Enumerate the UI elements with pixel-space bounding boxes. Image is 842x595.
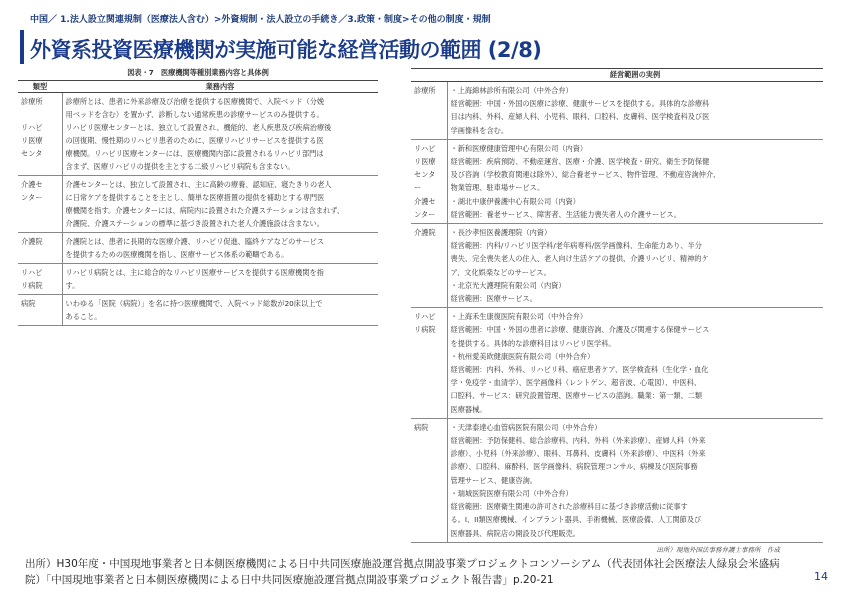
content-line: 経営範囲：医療サービス。 [450, 294, 537, 304]
content-line: に日常ケアを提供することを主とし、簡単な医療措置の提供を補助とする専門医 [65, 193, 325, 202]
content-line: ア、文化娯楽などのサービス。 [450, 267, 551, 277]
category-line: 診療所 [21, 97, 43, 106]
row-category [18, 264, 62, 295]
category-line: ンター [414, 209, 436, 219]
content-line: 診療所とは、患者に外来診療及び治療を提供する医療機関で、入院ベッド（分娩 [65, 97, 325, 106]
content-line: 及び咨詢（学校教育関連は除外）、総合養老サービス、物件管理、不動産咨詢仲介、 [450, 170, 721, 180]
content-line: 介護センターとは、独立して設置され、主に高齢の療養、認知症、寝たきりの老人 [65, 180, 332, 189]
table-row [18, 176, 378, 233]
row-category [18, 176, 62, 233]
content-line: 療機関を指す。介護センターには、病院内に設置された介護ステーションは含まれず、 [65, 206, 344, 215]
category-line: リ病院 [21, 281, 43, 290]
row-category [411, 139, 447, 223]
content-line: の回復期、慢性期のリハビリ患者のために、医療リハビリサービスを提供する医 [65, 136, 324, 145]
col-header-blank [411, 69, 447, 82]
content-line: リハビリ医療センターとは、独立して設置され、機能的、老人疾患及び疾病治療後 [65, 123, 332, 132]
category-line: 介護セ [21, 180, 43, 189]
right-table-figure [411, 68, 823, 554]
content-line: す。 [65, 281, 80, 290]
content-line: 物業管理、駐車場サービス。 [450, 183, 545, 193]
content-line: 学画像科を含む。 [450, 125, 509, 135]
row-content [447, 139, 823, 223]
content-line: ・湖北中康伊養護中心有限公司（内資） [450, 196, 580, 206]
content-line: 医療器械。 [450, 404, 487, 414]
row-content [62, 93, 378, 176]
category-line: センタ [414, 170, 436, 180]
content-line: 経営範囲：中国・外国の患者に診療、健康咨詢、介護及び関連する保健サービス [450, 325, 710, 335]
table-row [18, 295, 378, 326]
content-line: 経営範囲：医療衛生関連の許可された診療科目に基づき診療活動に従事す [450, 502, 688, 512]
row-category [411, 308, 447, 419]
row-category [18, 93, 62, 176]
content-line: る。I、II類医療機械、インプラント器具、手術機械、医療設備、人工関節及び [450, 515, 702, 525]
content-line: ・北京光大護理院有限公司（内資） [450, 280, 566, 290]
category-line: 診療所 [414, 86, 436, 95]
row-category [18, 295, 62, 326]
title-accent-bar [20, 30, 24, 64]
content-line: 目は内科、外科、産婦人科、小児科、眼科、口腔科、皮膚科、医学検査科及び医 [450, 112, 710, 122]
content-line: ・長沙孝恒医養護理院（内資） [450, 228, 552, 238]
breadcrumb: 中国／ 1.法人設立関連規制（医療法人含む）>外資規制・法人設立の手続き／3.政策・制度>その他の制度・規制 [30, 15, 491, 25]
row-category [411, 224, 447, 308]
row-category [411, 418, 447, 542]
category-line: リ医療 [21, 136, 43, 145]
content-line: 診療）、口腔科、麻酔科、医学画像科、病院管理コンサル、病棟及び医院事務 [450, 462, 698, 472]
table-row [18, 264, 378, 295]
category-line [21, 108, 59, 121]
table-row [18, 233, 378, 264]
content-line: ・瑞城医院医療有限公司（中外合弁） [450, 488, 573, 498]
content-line: 介護院、介護ステーションの標準に基づき設置された老人介護施設は含まない。 [65, 219, 324, 228]
table-row [411, 139, 823, 223]
content-line: 介護院とは、患者に長期的な医療介護、リハビリ促進、臨終ケアなどのサービス [65, 237, 325, 246]
row-content [447, 224, 823, 308]
content-line: いわゆる「医院（病院）」を名に持つ医療機関で、入院ベッド総数が20床以上で [65, 299, 323, 308]
table-row [411, 308, 823, 419]
col-header-content: 業務内容 [62, 81, 378, 93]
col-header-category: 類型 [18, 81, 62, 93]
row-category [411, 82, 447, 140]
content-line: を提供する。具体的な診療科目はリハビリ医学科。 [450, 338, 616, 348]
category-line: リハビ [414, 143, 436, 153]
row-category [18, 233, 62, 264]
category-line: リハビ [21, 123, 43, 132]
content-line: 経営範囲：内科/リハビリ医学科/老年病専科/医学画像科、生命能力あり、半分 [450, 241, 702, 251]
content-line: 経営範囲：内科、外科、リハビリ科、癌症患者ケア、医学検査科（生化学・血化 [450, 365, 709, 375]
col-header-examples: 経営範囲の実例 [447, 69, 823, 82]
content-line: 学・免疫学・血清学）、医学画像科（レントゲン、超音波、心電図）、中医科、 [450, 378, 702, 388]
page-number: 14 [814, 570, 828, 583]
table-row [18, 93, 378, 176]
row-content [62, 233, 378, 264]
category-line: 病院 [21, 299, 36, 308]
category-line: 介護セ [414, 196, 436, 206]
row-content [447, 418, 823, 542]
row-content [62, 295, 378, 326]
content-line: ・上海綿林診所有限公司（中外合弁） [450, 86, 573, 95]
content-line: 経営範囲：疾病預防、不動産運営、医療・介護、医学検査・研究、衛生予防保健 [450, 157, 710, 167]
right-table-source: 出所）現地外国法事務弁護士事務所 作成 [656, 546, 780, 554]
category-line: リハビ [21, 268, 43, 277]
row-content [447, 308, 823, 419]
content-line: ・天津泰達心血管病医院有限公司（中外合弁） [450, 422, 602, 432]
table-row [411, 418, 823, 542]
category-line: リハビ [414, 312, 436, 322]
page-title: 外資系投資医療機関が実施可能な経営活動の範囲 (2/8) [30, 38, 542, 62]
category-line: 病院 [414, 422, 429, 432]
content-line: 経営範囲：養老サービス、障害者、生活能力喪失者人の介護サービス。 [450, 209, 681, 219]
content-line: ・新和医療健康管理中心有限公司（内資） [450, 143, 588, 153]
content-line: ・上海禾生康復医院有限公司（中外合弁） [450, 312, 588, 322]
footer-source: 出所）H30年度・中国現地事業者と日本側医療機関による日中共同医療施設運営拠点開設事業プロジェクトコンソーシアム（代表団体社会医療法人緑泉会米盛病院）「中国現地事業者と日本側医療機関による日中共同医療施設運営拠点開設事業プロジェクト報告書」p.20-21 [25, 558, 780, 586]
category-line: リ医療 [414, 157, 436, 167]
content-line: 喪失、完全喪失老人の住入、老人向け生活ケアの提供、介護リハビリ、精神的ケ [450, 254, 709, 264]
content-line: 含まず、医療リハビリの提供を主とする二級リハビリ病院も含まない。 [65, 162, 295, 171]
category-line: センタ [21, 149, 43, 158]
business-scope-examples-table [411, 68, 823, 543]
content-line: 経営範囲：中国・外国の医療に診療、健康サービスを提供する。具体的な診療科 [450, 99, 710, 109]
facility-type-table [18, 80, 378, 326]
table-row [411, 224, 823, 308]
content-line: ・杭州愛美欧健康医院有限公司（中外合弁） [450, 351, 595, 361]
content-line: 療機関。リハビリ医療センターには、医療機関内部に設置されるリハビリ部門は [65, 149, 324, 158]
content-line: 用ベッドを含む）を置かず、診断しない通常疾患の診療サービスのみ提供する。 [65, 110, 324, 119]
content-line: 口腔科、サービス：研究設置管理、医療サービスの諮詢。職業：第一類、二類 [450, 391, 703, 401]
category-line: ンター [21, 193, 43, 202]
table-row [411, 82, 823, 140]
category-line: 介護院 [21, 237, 43, 246]
content-line: リハビリ病院とは、主に総合的なリハビリ医療サービスを提供する医療機関を指 [65, 268, 324, 277]
content-line: 経営範囲：予防保健科、総合診療科、内科、外科（外来診療）、産婦人科（外来 [450, 436, 706, 446]
category-line: 介護院 [414, 228, 436, 238]
content-line: あること。 [65, 312, 102, 321]
content-line: 管理サービス、健康咨詢。 [450, 475, 537, 485]
row-content [62, 264, 378, 295]
row-content [447, 82, 823, 140]
content-line: 診療）、小児科（外来診療）、眼科、耳鼻科、皮膚科（外来診療）、中医科（外来 [450, 449, 706, 459]
category-line: ー [414, 183, 422, 193]
left-table-figure [18, 68, 378, 340]
left-table-caption: 図表・7 医療機関等種別業務内容と具体例 [127, 68, 269, 77]
row-content [62, 176, 378, 233]
content-line: 医療器具、病院店の開設及び代理販売。 [450, 528, 580, 538]
category-line: リ病院 [414, 325, 436, 335]
content-line: を提供するための医療機関を指し、医療サービス体系の範疇である。 [65, 250, 289, 259]
